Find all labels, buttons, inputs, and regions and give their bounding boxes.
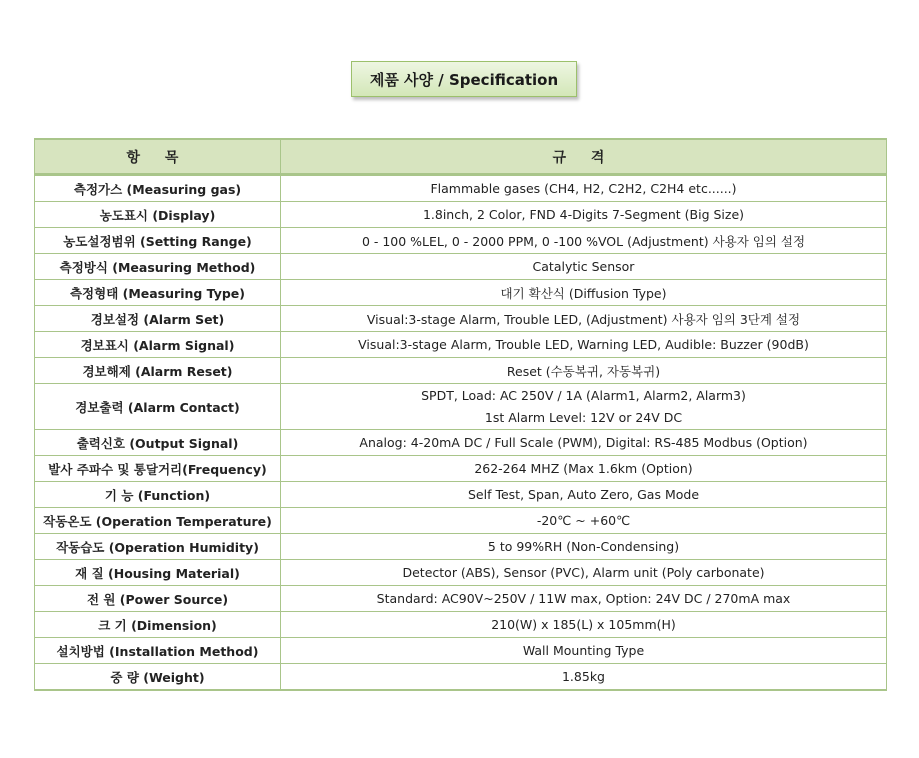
table-row (35, 638, 887, 664)
spec-line: Reset (수동복귀, 자동복귀) (506, 363, 661, 379)
table-row (35, 280, 887, 306)
table-row (35, 456, 887, 482)
row-spec (281, 280, 887, 306)
spec-table (34, 138, 887, 691)
row-item: 중 량 (Weight) (35, 664, 281, 691)
row-item: 출력신호 (Output Signal) (35, 430, 281, 456)
row-item: 경보해제 (Alarm Reset) (35, 358, 281, 384)
spec-line: Flammable gases (CH4, H2, C2H2, C2H4 etc......) (430, 181, 737, 196)
table-row (35, 482, 887, 508)
spec-title: 제품 사양 / Specification (351, 61, 577, 97)
table-row (35, 306, 887, 332)
row-item: 측정방식 (Measuring Method) (35, 254, 281, 280)
row-spec (281, 254, 887, 280)
row-spec (281, 332, 887, 358)
table-row (35, 175, 887, 202)
row-item: 크 기 (Dimension) (35, 612, 281, 638)
table-row (35, 508, 887, 534)
spec-line: Wall Mounting Type (522, 643, 645, 658)
spec-line: Standard: AC90V~250V / 11W max, Option: 24V DC / 270mA max (376, 591, 791, 606)
row-spec (281, 482, 887, 508)
table-row (35, 560, 887, 586)
table-row (35, 228, 887, 254)
row-item: 발사 주파수 및 통달거리(Frequency) (35, 456, 281, 482)
row-item: 작동습도 (Operation Humidity) (35, 534, 281, 560)
row-item: 측정형태 (Measuring Type) (35, 280, 281, 306)
table-row (35, 612, 887, 638)
spec-line: 210(W) x 185(L) x 105mm(H) (491, 617, 676, 632)
row-spec (281, 638, 887, 664)
spec-line: 1.85kg (561, 669, 605, 684)
table-row (35, 534, 887, 560)
row-spec (281, 228, 887, 254)
spec-line: Self Test, Span, Auto Zero, Gas Mode (467, 487, 700, 502)
row-spec (281, 586, 887, 612)
table-row (35, 254, 887, 280)
row-item: 작동온도 (Operation Temperature) (35, 508, 281, 534)
row-item: 농도표시 (Display) (35, 202, 281, 228)
spec-line: Visual:3-stage Alarm, Trouble LED, Warning LED, Audible: Buzzer (90dB) (358, 337, 809, 352)
row-spec (281, 534, 887, 560)
row-spec (281, 456, 887, 482)
row-spec (281, 560, 887, 586)
row-spec (281, 202, 887, 228)
row-spec (281, 175, 887, 202)
row-item: 경보설정 (Alarm Set) (35, 306, 281, 332)
row-item: 기 능 (Function) (35, 482, 281, 508)
spec-line: 0 - 100 %LEL, 0 - 2000 PPM, 0 -100 %VOL (Adjustment) 사용자 임의 설정 (361, 233, 806, 249)
table-row (35, 384, 887, 430)
spec-line: 262-264 MHZ (Max 1.6km (Option) (474, 461, 693, 476)
spec-line: Catalytic Sensor (532, 259, 635, 274)
row-spec (281, 664, 887, 691)
header-row (35, 139, 887, 175)
spec-line: Analog: 4-20mA DC / Full Scale (PWM), Digital: RS-485 Modbus (Option) (359, 435, 808, 450)
row-spec (281, 384, 887, 430)
row-item: 경보출력 (Alarm Contact) (35, 384, 281, 430)
table-row (35, 664, 887, 691)
table-row (35, 586, 887, 612)
spec-line: Detector (ABS), Sensor (PVC), Alarm unit (Poly carbonate) (402, 565, 765, 580)
row-spec (281, 612, 887, 638)
row-item: 전 원 (Power Source) (35, 586, 281, 612)
row-spec (281, 430, 887, 456)
spec-line: 5 to 99%RH (Non-Condensing) (487, 539, 680, 554)
row-spec (281, 508, 887, 534)
header-item: 항 목 (35, 139, 281, 175)
table-row (35, 358, 887, 384)
table-row (35, 430, 887, 456)
table-row (35, 202, 887, 228)
row-item: 재 질 (Housing Material) (35, 560, 281, 586)
row-item: 설치방법 (Installation Method) (35, 638, 281, 664)
spec-line: SPDT, Load: AC 250V / 1A (Alarm1, Alarm2, Alarm3) (421, 387, 746, 403)
row-item: 농도설정범위 (Setting Range) (35, 228, 281, 254)
row-item: 측정가스 (Measuring gas) (35, 175, 281, 202)
spec-line: Visual:3-stage Alarm, Trouble LED, (Adjustment) 사용자 임의 3단계 설정 (366, 311, 801, 327)
spec-line: 대기 확산식 (Diffusion Type) (500, 285, 667, 301)
table-row (35, 332, 887, 358)
row-spec (281, 358, 887, 384)
spec-line: 1.8inch, 2 Color, FND 4-Digits 7-Segment (Big Size) (422, 207, 745, 222)
row-spec (281, 306, 887, 332)
row-item: 경보표시 (Alarm Signal) (35, 332, 281, 358)
header-spec: 규 격 (281, 139, 887, 175)
spec-line: 1st Alarm Level: 12V or 24V DC (484, 409, 683, 425)
spec-line: -20℃ ~ +60℃ (536, 513, 631, 528)
